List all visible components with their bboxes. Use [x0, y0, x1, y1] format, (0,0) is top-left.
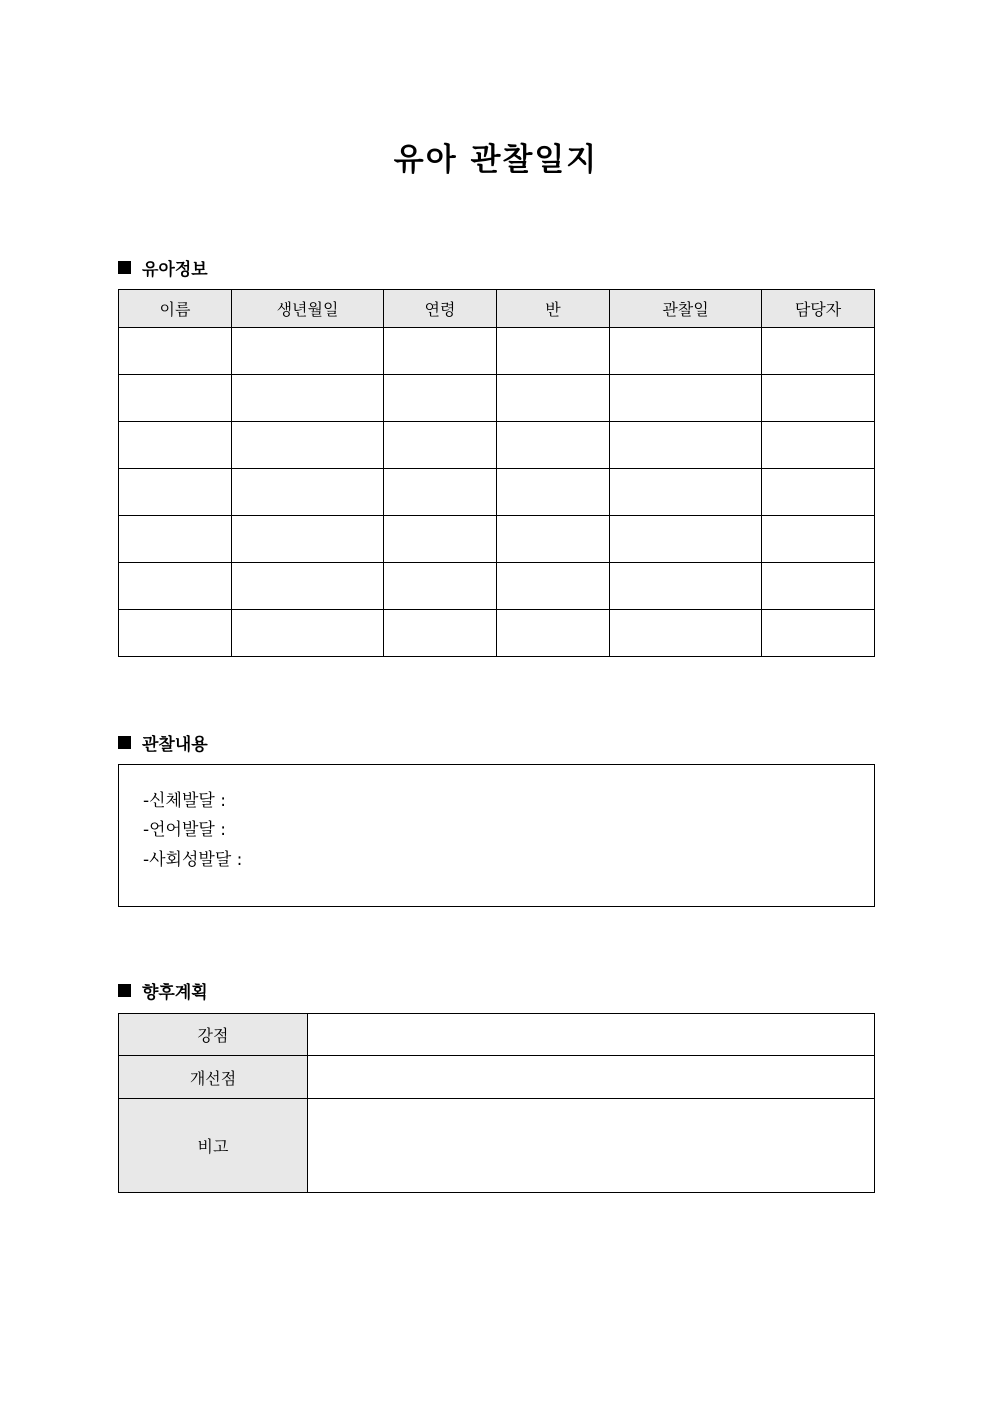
table-row	[119, 610, 875, 657]
plan-table	[118, 1013, 875, 1193]
plan-value-strengths[interactable]	[308, 1014, 875, 1056]
plan-label-remarks: 비고	[119, 1099, 308, 1193]
table-cell[interactable]	[232, 328, 384, 375]
table-cell[interactable]	[610, 469, 762, 516]
column-header-class: 반	[497, 290, 610, 328]
table-cell[interactable]	[119, 563, 232, 610]
table-header-row	[119, 290, 875, 328]
table-cell[interactable]	[384, 610, 497, 657]
table-cell[interactable]	[762, 563, 875, 610]
square-bullet-icon	[118, 984, 131, 997]
table-row	[119, 422, 875, 469]
square-bullet-icon	[118, 261, 131, 274]
table-cell[interactable]	[610, 375, 762, 422]
square-bullet-icon	[118, 736, 131, 749]
table-cell[interactable]	[610, 610, 762, 657]
table-cell[interactable]	[610, 422, 762, 469]
table-cell[interactable]	[384, 328, 497, 375]
table-row	[119, 328, 875, 375]
document-title: 유아 관찰일지	[393, 142, 599, 178]
observation-line-language: -언어발달 :	[143, 820, 226, 840]
observation-line-physical: -신체발달 :	[143, 791, 226, 811]
table-cell[interactable]	[762, 610, 875, 657]
table-cell[interactable]	[119, 375, 232, 422]
table-cell[interactable]	[497, 563, 610, 610]
table-cell[interactable]	[497, 375, 610, 422]
table-row	[119, 469, 875, 516]
plan-label-improvements: 개선점	[119, 1056, 308, 1099]
table-cell[interactable]	[232, 563, 384, 610]
table-cell[interactable]	[384, 516, 497, 563]
table-cell[interactable]	[119, 610, 232, 657]
table-cell[interactable]	[610, 516, 762, 563]
table-cell[interactable]	[232, 469, 384, 516]
table-cell[interactable]	[762, 375, 875, 422]
table-cell[interactable]	[384, 469, 497, 516]
table-cell[interactable]	[119, 328, 232, 375]
table-cell[interactable]	[762, 516, 875, 563]
column-header-age: 연령	[384, 290, 497, 328]
section-title: 유아정보	[142, 260, 208, 280]
plan-row-remarks	[119, 1099, 875, 1193]
table-row	[119, 516, 875, 563]
column-header-name: 이름	[119, 290, 232, 328]
table-cell[interactable]	[232, 375, 384, 422]
table-cell[interactable]	[232, 516, 384, 563]
plan-value-remarks[interactable]	[308, 1099, 875, 1193]
plan-label-strengths: 강점	[119, 1014, 308, 1056]
table-cell[interactable]	[119, 516, 232, 563]
section-heading-child-info	[118, 255, 208, 280]
section-heading-observation	[118, 730, 208, 755]
table-cell[interactable]	[762, 422, 875, 469]
table-cell[interactable]	[384, 563, 497, 610]
table-cell[interactable]	[384, 422, 497, 469]
table-cell[interactable]	[497, 516, 610, 563]
table-cell[interactable]	[610, 328, 762, 375]
table-cell[interactable]	[384, 375, 497, 422]
observation-box[interactable]	[118, 764, 875, 907]
table-cell[interactable]	[497, 328, 610, 375]
child-info-table	[118, 289, 875, 657]
table-cell[interactable]	[119, 469, 232, 516]
table-row	[119, 375, 875, 422]
plan-value-improvements[interactable]	[308, 1056, 875, 1099]
column-header-birthdate: 생년월일	[232, 290, 384, 328]
table-cell[interactable]	[497, 610, 610, 657]
table-cell[interactable]	[610, 563, 762, 610]
plan-row-strengths	[119, 1014, 875, 1056]
table-cell[interactable]	[232, 610, 384, 657]
section-heading-plan	[118, 978, 208, 1003]
table-row	[119, 563, 875, 610]
table-cell[interactable]	[497, 422, 610, 469]
table-cell[interactable]	[762, 328, 875, 375]
observation-line-social: -사회성발달 :	[143, 850, 243, 870]
table-cell[interactable]	[497, 469, 610, 516]
column-header-observation-date: 관찰일	[610, 290, 762, 328]
table-cell[interactable]	[232, 422, 384, 469]
column-header-teacher: 담당자	[762, 290, 875, 328]
table-cell[interactable]	[119, 422, 232, 469]
plan-row-improvements	[119, 1056, 875, 1099]
section-title: 향후계획	[142, 983, 208, 1003]
section-title: 관찰내용	[142, 735, 208, 755]
table-cell[interactable]	[762, 469, 875, 516]
